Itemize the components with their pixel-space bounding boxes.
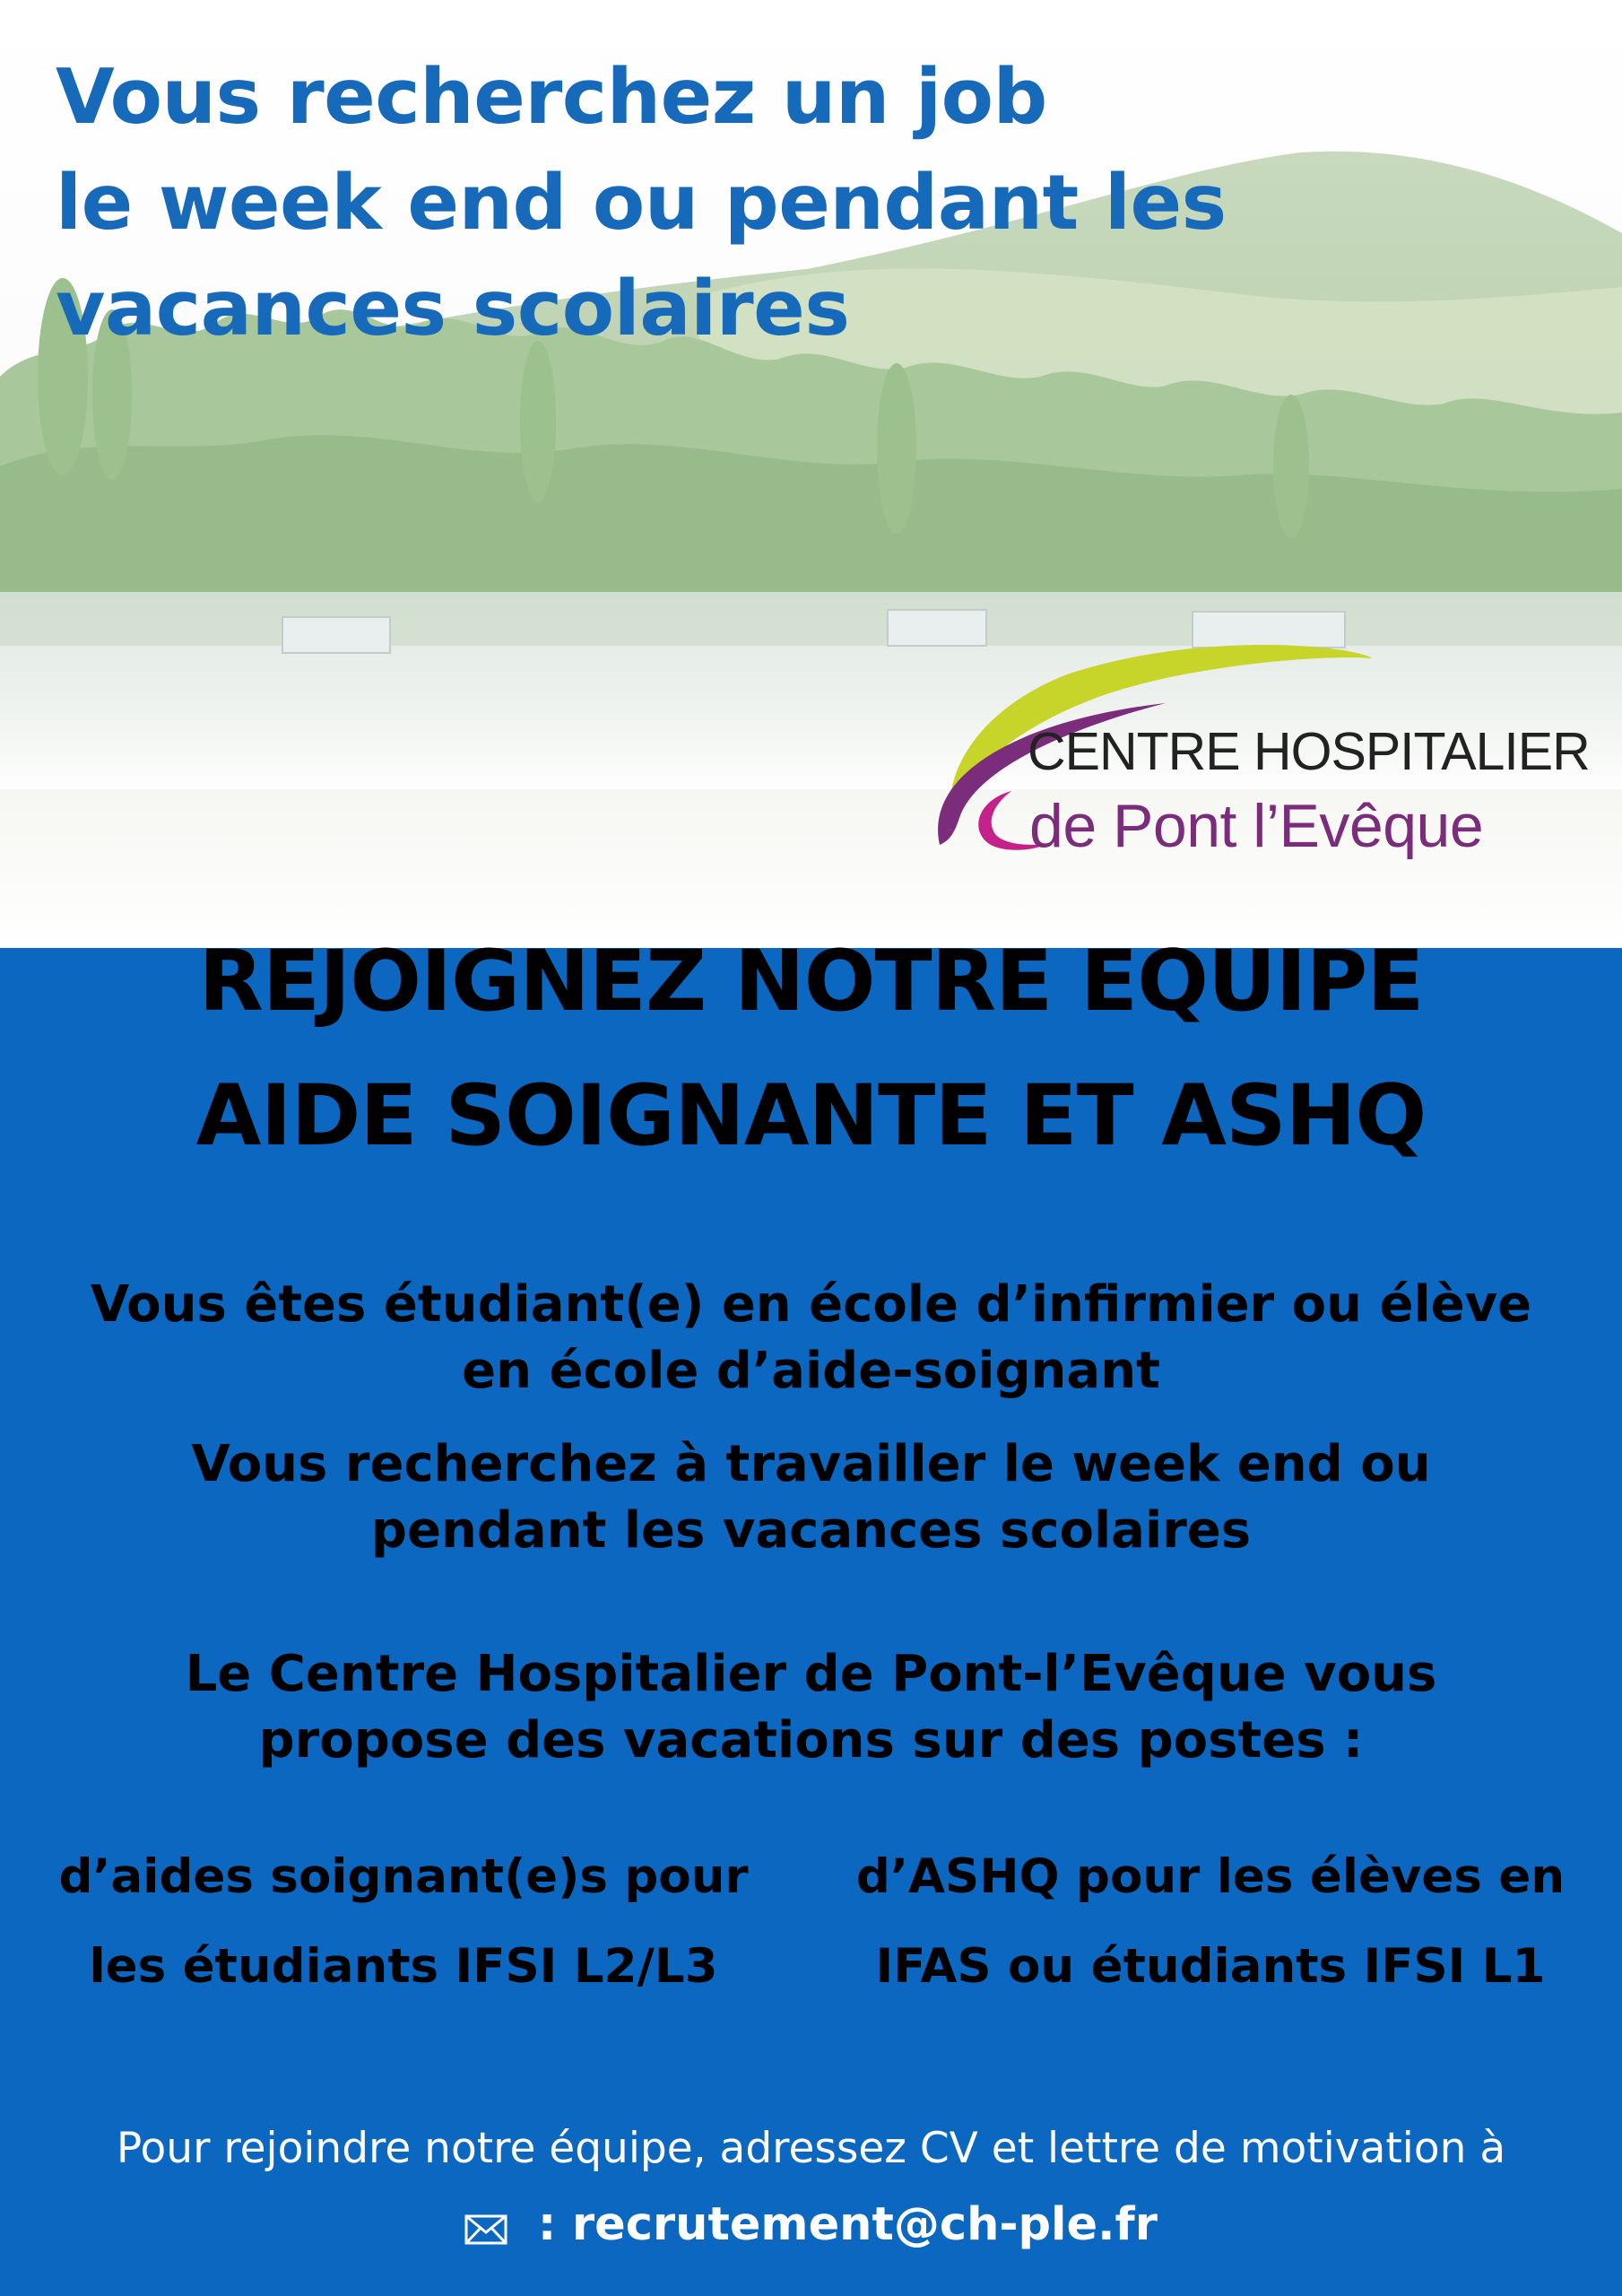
contact-instructions: Pour rejoindre notre équipe, adressez CV et lettre de motivation à <box>116 2124 1506 2173</box>
main-title-line: AIDE SOIGNANTE ET ASHQ <box>195 1067 1427 1165</box>
headline <box>56 45 1227 362</box>
hero-photo-area <box>0 0 1622 948</box>
paragraph-line: en école d’aide-soignant <box>462 1342 1160 1400</box>
position-line: les étudiants IFSI L2/L3 <box>89 1939 718 1994</box>
recruitment-email-link[interactable]: recrutement@ch-ple.fr <box>572 2198 1158 2251</box>
logo-line1: CENTRE HOSPITALIER <box>1028 722 1590 781</box>
paragraph-line: propose des vacations sur des postes : <box>258 1711 1364 1770</box>
main-title <box>0 915 1622 1184</box>
headline-line: Vous recherchez un job <box>56 53 1047 142</box>
paragraph-line: Le Centre Hospitalier de Pont-l’Evêque vous <box>185 1645 1437 1703</box>
email-separator: : <box>522 2198 573 2251</box>
headline-line: vacances scolaires <box>56 265 850 353</box>
position-line: d’ASHQ pour les élèves en <box>855 1849 1566 1904</box>
position-line: IFAS ou étudiants IFSI L1 <box>875 1939 1546 1994</box>
headline-line: le week end ou pendant les <box>56 159 1227 248</box>
position-line: d’aides soignant(e)s pour <box>58 1849 749 1904</box>
paragraph-line: pendant les vacances scolaires <box>370 1501 1252 1560</box>
main-title-line: REJOIGNEZ NOTRE EQUIPE <box>198 933 1424 1031</box>
paragraph-line: Vous êtes étudiant(e) en école d’infirmier ou élève <box>90 1275 1532 1334</box>
contact-email-row <box>0 2191 1622 2259</box>
envelope-icon <box>464 2214 507 2245</box>
intro-paragraph-students <box>0 1272 1622 1405</box>
hospital-logo <box>906 639 1590 890</box>
logo-line2: de Pont l’Evêque <box>1029 792 1484 860</box>
position-aides-soignants <box>0 1832 807 2012</box>
intro-paragraph-availability <box>0 1431 1622 1564</box>
position-ashq <box>807 1832 1614 2012</box>
intro-paragraph-offer <box>0 1641 1622 1774</box>
paragraph-line: Vous recherchez à travailler le week end ou <box>191 1435 1431 1493</box>
